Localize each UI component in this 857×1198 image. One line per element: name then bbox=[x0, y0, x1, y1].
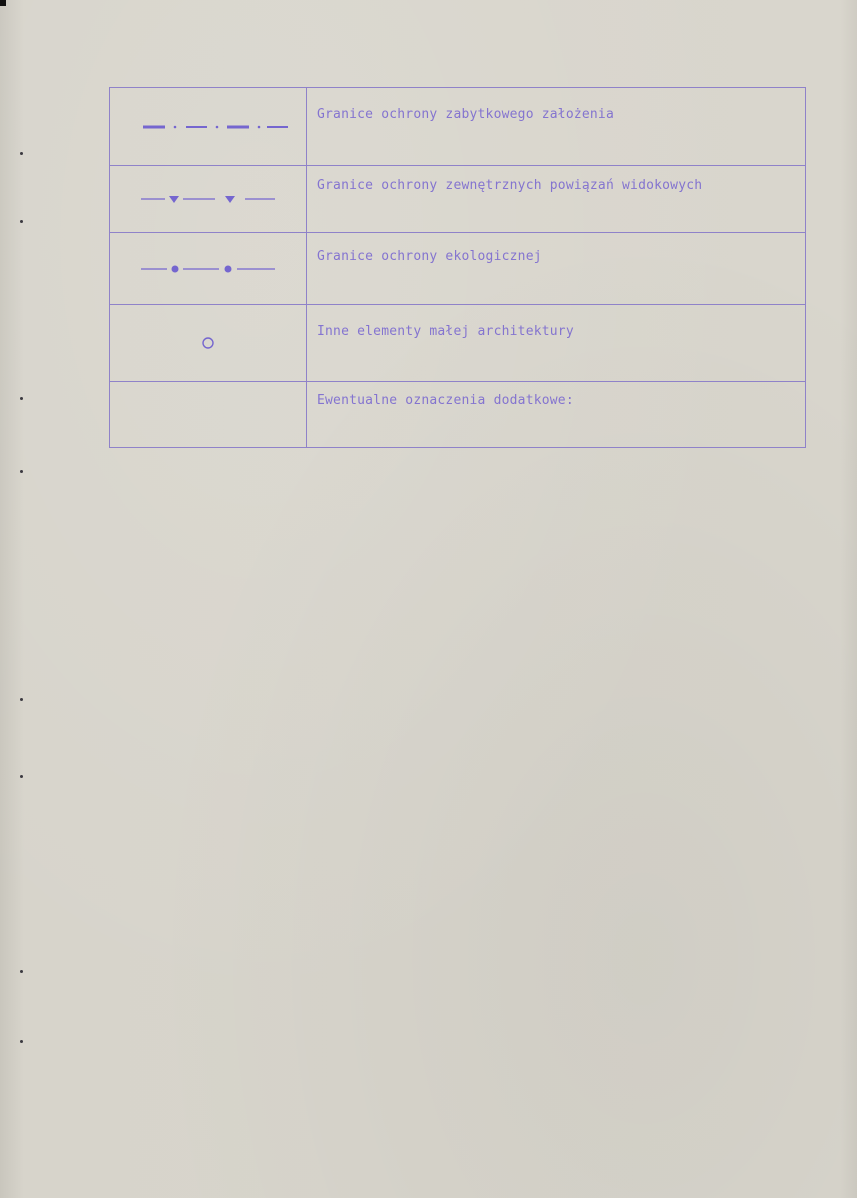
legend-row bbox=[110, 166, 806, 233]
scan-corner-mark bbox=[0, 0, 6, 6]
margin-mark bbox=[20, 152, 23, 155]
legend-symbol-cell-empty bbox=[110, 382, 307, 448]
legend-label-text: Granice ochrony zewnętrznych powiązań widokowych bbox=[317, 178, 703, 193]
legend-label: Granice ochrony zabytkowego założenia bbox=[307, 88, 806, 166]
legend-symbol-cell bbox=[110, 166, 307, 233]
legend-symbol-cell bbox=[110, 88, 307, 166]
legend-label: Inne elementy małej architektury bbox=[307, 305, 806, 382]
legend-table bbox=[109, 87, 806, 448]
legend-row bbox=[110, 88, 806, 166]
legend-symbol-cell bbox=[110, 305, 307, 382]
margin-mark bbox=[20, 397, 23, 400]
legend-label: Ewentualne oznaczenia dodatkowe: bbox=[307, 382, 806, 448]
margin-mark bbox=[20, 470, 23, 473]
legend-symbol-cell bbox=[110, 233, 307, 305]
dash-dot-line-icon bbox=[123, 121, 293, 133]
triangle-line-icon bbox=[123, 192, 293, 206]
legend-row bbox=[110, 382, 806, 448]
legend-label: Granice ochrony ekologicznej bbox=[307, 233, 806, 305]
dot-line-icon bbox=[123, 262, 293, 276]
margin-mark bbox=[20, 698, 23, 701]
legend-label bbox=[307, 166, 806, 233]
margin-mark bbox=[20, 775, 23, 778]
legend-row bbox=[110, 233, 806, 305]
margin-mark bbox=[20, 220, 23, 223]
margin-mark bbox=[20, 970, 23, 973]
small-circle-icon bbox=[198, 335, 218, 351]
margin-mark bbox=[20, 1040, 23, 1043]
legend-row bbox=[110, 305, 806, 382]
